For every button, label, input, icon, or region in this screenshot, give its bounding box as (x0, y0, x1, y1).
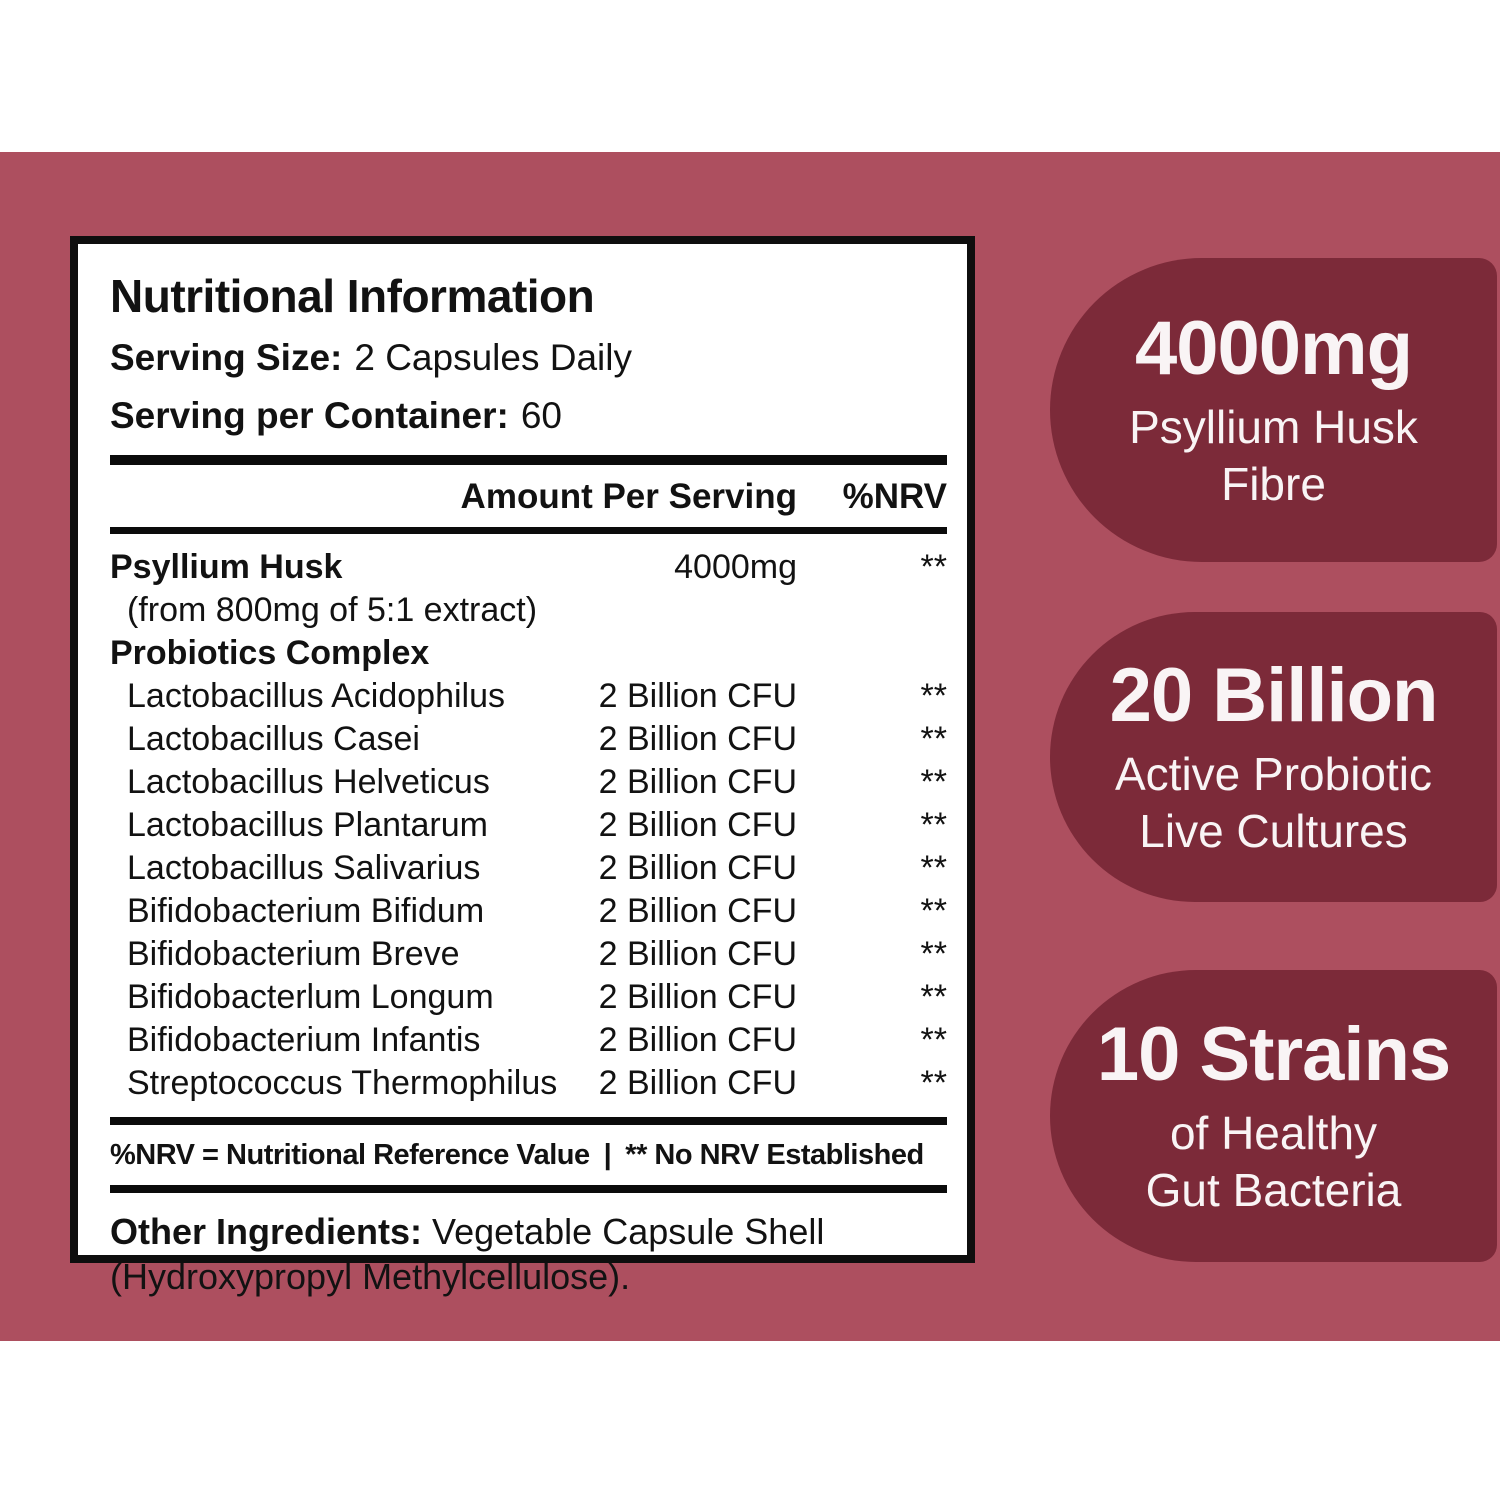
ingredient-amount: 2 Billion CFU (598, 677, 797, 716)
ingredient-name: Psyllium Husk (110, 548, 343, 587)
panel-title: Nutritional Information (110, 270, 595, 322)
ingredient-nrv: ** (920, 935, 947, 974)
other-ingredients-value: Vegetable Capsule Shell (432, 1211, 825, 1253)
ingredient-nrv: ** (920, 806, 947, 845)
ingredient-nrv: ** (920, 548, 947, 587)
ingredient-name: Lactobacillus Plantarum (127, 806, 488, 845)
ingredient-amount: 2 Billion CFU (598, 978, 797, 1017)
ingredient-nrv: ** (920, 849, 947, 888)
ingredient-name: (from 800mg of 5:1 extract) (127, 591, 538, 630)
table-row (110, 761, 947, 804)
ingredient-amount: 2 Billion CFU (598, 720, 797, 759)
table-row (110, 675, 947, 718)
other-ingredients (110, 1209, 947, 1299)
other-ingredients-label: Other Ingredients: (110, 1211, 423, 1253)
ingredient-amount: 4000mg (674, 548, 797, 587)
table-row (110, 847, 947, 890)
table-row (110, 976, 947, 1019)
table-row (110, 546, 947, 589)
column-header-nrv: %NRV (842, 477, 947, 517)
servings-per-container-label: Serving per Container: (110, 395, 509, 437)
badge-psyllium-husk-fibre (1050, 258, 1497, 562)
ingredient-name: Bifidobacterium Breve (127, 935, 460, 974)
servings-per-container-line (110, 393, 947, 439)
badge-headline: 10 Strains (1096, 1012, 1451, 1098)
table-row (110, 933, 947, 976)
nrv-footnote-left: %NRV = Nutritional Reference Value (110, 1139, 590, 1172)
other-ingredients-line1 (110, 1209, 947, 1254)
ingredient-name: Bifidobacterium Bifidum (127, 892, 485, 931)
nrv-footnote (110, 1125, 947, 1185)
nrv-footnote-right: ** No NRV Established (625, 1139, 924, 1172)
nutrition-facts-panel (70, 236, 975, 1298)
table-row (110, 1019, 947, 1062)
column-header-amount: Amount Per Serving (460, 477, 797, 517)
badge-active-probiotic-cultures (1050, 612, 1497, 902)
servings-per-container-value: 60 (520, 395, 563, 437)
ingredient-nrv: ** (920, 978, 947, 1017)
serving-size-value: 2 Capsules Daily (354, 336, 632, 378)
ingredient-amount: 2 Billion CFU (598, 806, 797, 845)
table-row (110, 632, 947, 675)
table-header-row (110, 465, 947, 527)
badge-subline: Live Cultures (1139, 804, 1408, 857)
table-row (110, 718, 947, 761)
ingredient-nrv: ** (920, 763, 947, 802)
table-row (110, 589, 947, 632)
ingredient-table (110, 546, 947, 1105)
badge-subline: Gut Bacteria (1145, 1163, 1402, 1216)
badge-subline: Psyllium Husk (1129, 400, 1418, 453)
ingredient-amount: 2 Billion CFU (598, 1021, 797, 1060)
badge-headline: 20 Billion (1109, 653, 1438, 739)
nrv-footnote-separator: | (603, 1139, 612, 1172)
ingredient-name: Lactobacillus Acidophilus (127, 677, 506, 716)
ingredient-nrv: ** (920, 1021, 947, 1060)
ingredient-name: Streptococcus Thermophilus (127, 1064, 558, 1103)
ingredient-amount: 2 Billion CFU (598, 892, 797, 931)
ingredient-nrv: ** (920, 1064, 947, 1103)
serving-size-line (110, 335, 947, 381)
ingredient-amount: 2 Billion CFU (598, 1064, 797, 1103)
ingredient-amount: 2 Billion CFU (598, 935, 797, 974)
badge-strains-gut-bacteria (1050, 970, 1497, 1262)
ingredient-name: Lactobacillus Helveticus (127, 763, 490, 802)
divider-thick-top (110, 455, 947, 465)
serving-size-label: Serving Size: (110, 336, 343, 378)
badge-headline: 4000mg (1134, 306, 1413, 392)
ingredient-nrv: ** (920, 892, 947, 931)
ingredient-name: Bifidobacterium Infantis (127, 1021, 481, 1060)
ingredient-amount: 2 Billion CFU (598, 763, 797, 802)
table-row (110, 804, 947, 847)
ingredient-name: Probiotics Complex (110, 634, 430, 673)
table-row (110, 1062, 947, 1105)
ingredient-name: Lactobacillus Casei (127, 720, 420, 759)
badge-subline: of Healthy (1169, 1106, 1378, 1159)
divider-below-footnote (110, 1185, 947, 1193)
ingredient-amount: 2 Billion CFU (598, 849, 797, 888)
ingredient-name: Lactobacillus Salivarius (127, 849, 481, 888)
other-ingredients-line2: (Hydroxypropyl Methylcellulose). (110, 1256, 631, 1298)
divider-under-header (110, 527, 947, 534)
badge-subline: Active Probiotic (1114, 747, 1432, 800)
divider-above-footnote (110, 1117, 947, 1125)
table-row (110, 890, 947, 933)
ingredient-nrv: ** (920, 720, 947, 759)
badge-subline: Fibre (1221, 457, 1326, 510)
ingredient-name: Bifidobacterlum Longum (127, 978, 494, 1017)
ingredient-nrv: ** (920, 677, 947, 716)
